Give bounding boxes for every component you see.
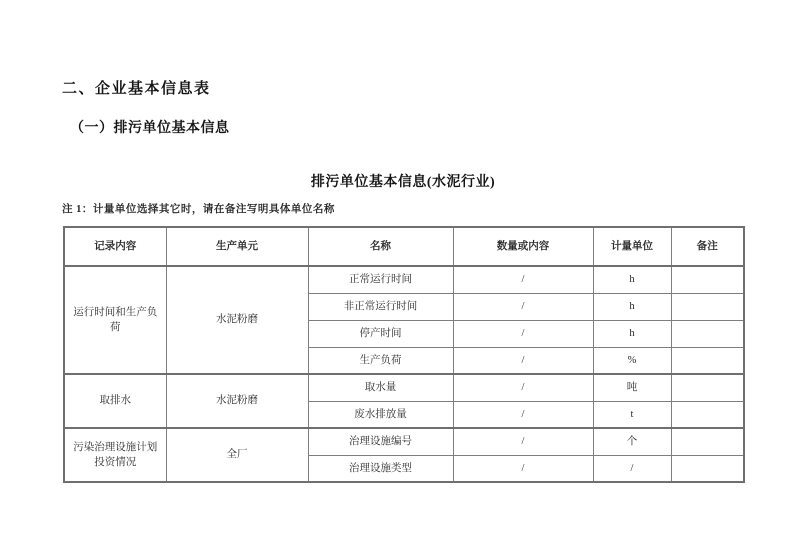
measure-unit-cell: / bbox=[593, 455, 671, 482]
production-unit-cell: 水泥粉磨 bbox=[166, 374, 308, 428]
measure-unit-cell: t bbox=[593, 401, 671, 428]
name-cell: 治理设施编号 bbox=[308, 428, 453, 455]
column-header-name: 名称 bbox=[308, 227, 453, 266]
record-content-cell: 运行时间和生产负荷 bbox=[64, 266, 166, 374]
remark-cell bbox=[671, 401, 744, 428]
value-cell: / bbox=[453, 293, 593, 320]
value-cell: / bbox=[453, 455, 593, 482]
value-cell: / bbox=[453, 374, 593, 401]
name-cell: 停产时间 bbox=[308, 320, 453, 347]
table-header-row bbox=[64, 227, 744, 266]
table-note: 注 1：计量单位选择其它时，请在备注写明具体单位名称 bbox=[62, 204, 335, 215]
measure-unit-cell: 个 bbox=[593, 428, 671, 455]
name-cell: 治理设施类型 bbox=[308, 455, 453, 482]
subsection-heading: （一）排污单位基本信息 bbox=[70, 121, 230, 136]
name-cell: 正常运行时间 bbox=[308, 266, 453, 293]
column-header-production-unit: 生产单元 bbox=[166, 227, 308, 266]
value-cell: / bbox=[453, 266, 593, 293]
remark-cell bbox=[671, 428, 744, 455]
measure-unit-cell: h bbox=[593, 320, 671, 347]
production-unit-cell: 水泥粉磨 bbox=[166, 266, 308, 374]
measure-unit-cell: h bbox=[593, 266, 671, 293]
name-cell: 取水量 bbox=[308, 374, 453, 401]
table-row bbox=[64, 428, 744, 455]
value-cell: / bbox=[453, 347, 593, 374]
name-cell: 废水排放量 bbox=[308, 401, 453, 428]
table-row bbox=[64, 266, 744, 293]
table-row bbox=[64, 374, 744, 401]
name-cell: 生产负荷 bbox=[308, 347, 453, 374]
value-cell: / bbox=[453, 428, 593, 455]
remark-cell bbox=[671, 266, 744, 293]
name-cell: 非正常运行时间 bbox=[308, 293, 453, 320]
remark-cell bbox=[671, 455, 744, 482]
value-cell: / bbox=[453, 401, 593, 428]
measure-unit-cell: 吨 bbox=[593, 374, 671, 401]
basic-info-table bbox=[63, 226, 745, 483]
column-header-remark: 备注 bbox=[671, 227, 744, 266]
remark-cell bbox=[671, 347, 744, 374]
column-header-measure-unit: 计量单位 bbox=[593, 227, 671, 266]
remark-cell bbox=[671, 320, 744, 347]
column-header-quantity-or-content: 数量或内容 bbox=[453, 227, 593, 266]
remark-cell bbox=[671, 293, 744, 320]
record-content-cell: 污染治理设施计划投资情况 bbox=[64, 428, 166, 482]
remark-cell bbox=[671, 374, 744, 401]
measure-unit-cell: h bbox=[593, 293, 671, 320]
record-content-cell: 取排水 bbox=[64, 374, 166, 428]
column-header-record-content: 记录内容 bbox=[64, 227, 166, 266]
value-cell: / bbox=[453, 320, 593, 347]
measure-unit-cell: % bbox=[593, 347, 671, 374]
table-title: 排污单位基本信息(水泥行业) bbox=[310, 175, 496, 190]
production-unit-cell: 全厂 bbox=[166, 428, 308, 482]
section-heading: 二、企业基本信息表 bbox=[62, 81, 211, 97]
